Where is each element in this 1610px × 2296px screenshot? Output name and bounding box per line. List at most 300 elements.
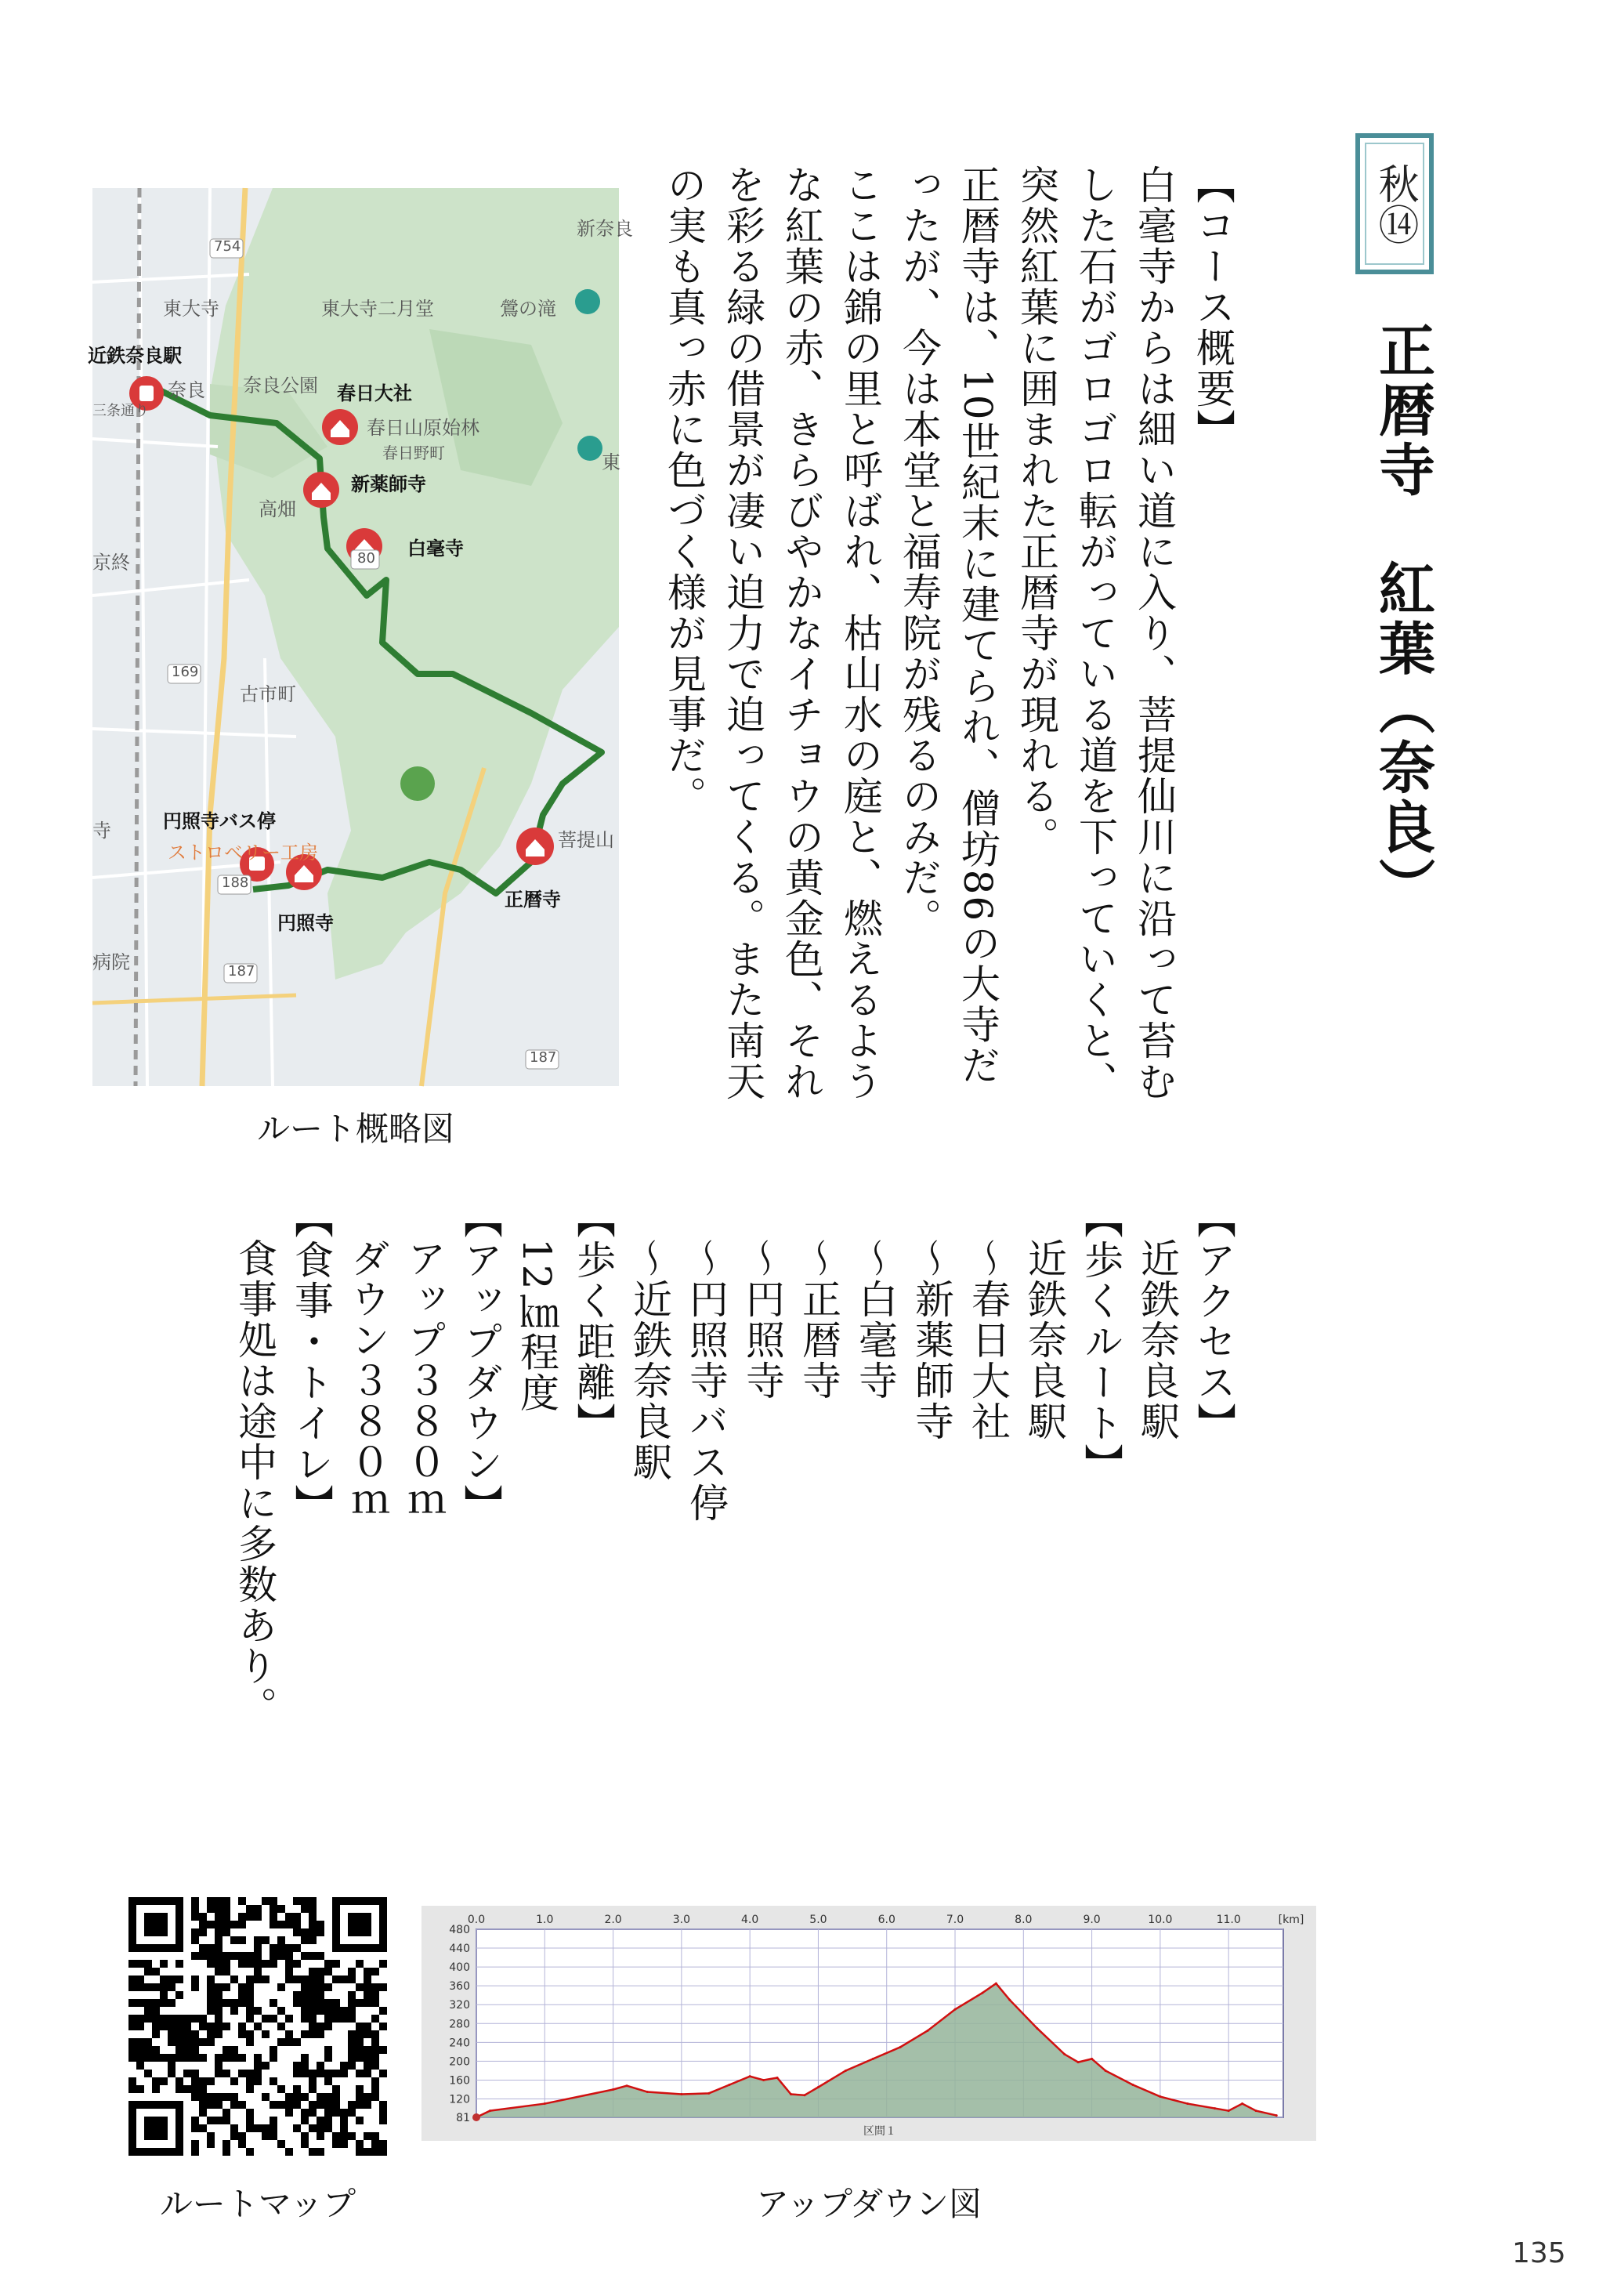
qr-module bbox=[246, 1976, 254, 1983]
label-shinyakushi: 新薬師寺 bbox=[351, 473, 426, 495]
qr-module bbox=[340, 2007, 348, 2015]
qr-module bbox=[309, 1897, 317, 1905]
qr-module bbox=[152, 2015, 160, 2023]
qr-module bbox=[309, 1913, 317, 1921]
qr-module bbox=[152, 2077, 160, 2085]
qr-module bbox=[238, 1991, 246, 1999]
page-title: 正暦寺 紅葉（奈良） bbox=[1369, 321, 1435, 917]
qr-module bbox=[324, 1960, 332, 1968]
map-caption: ルート概略図 bbox=[256, 1110, 454, 1148]
qr-module bbox=[309, 2085, 317, 2093]
elevation-point bbox=[1228, 2109, 1230, 2112]
elevation-point bbox=[927, 2030, 929, 2032]
qr-module bbox=[317, 1921, 324, 1928]
qr-module bbox=[270, 2132, 277, 2140]
qr-module bbox=[191, 2015, 199, 2023]
qr-module bbox=[364, 1991, 371, 1999]
qr-module bbox=[230, 2054, 238, 2062]
qr-module bbox=[191, 2054, 199, 2062]
qr-module bbox=[324, 2101, 332, 2109]
qr-module bbox=[293, 1897, 301, 1905]
qr-module bbox=[301, 2030, 309, 2038]
elevation-point bbox=[626, 2084, 628, 2087]
y-tick-label: 320 bbox=[449, 1999, 470, 2012]
qr-module bbox=[215, 2101, 223, 2109]
qr-module bbox=[277, 2140, 285, 2148]
qr-module bbox=[199, 2015, 207, 2023]
qr-module bbox=[364, 2062, 371, 2070]
qr-module bbox=[317, 1999, 324, 2007]
elevation-point bbox=[845, 2070, 847, 2072]
x-tick-label: 9.0 bbox=[1083, 1914, 1101, 1926]
qr-module bbox=[183, 2054, 191, 2062]
qr-module bbox=[285, 1968, 293, 1976]
distance-value: 12㎞程度 bbox=[514, 1238, 559, 1414]
qr-module bbox=[285, 1921, 293, 1928]
qr-module bbox=[207, 1952, 215, 1960]
qr-module bbox=[379, 2140, 387, 2148]
qr-module bbox=[277, 2038, 285, 2046]
qr-module bbox=[199, 2109, 207, 2117]
route-item: ～正暦寺 bbox=[796, 1238, 841, 1401]
qr-module bbox=[223, 1905, 230, 1913]
qr-module bbox=[262, 2015, 270, 2023]
qr-module bbox=[301, 2062, 309, 2070]
overview-heading: 【コース概要】 bbox=[1190, 165, 1236, 450]
qr-module bbox=[199, 1944, 207, 1952]
qr-module bbox=[270, 1897, 277, 1905]
qr-module bbox=[317, 2117, 324, 2124]
qr-module bbox=[270, 1960, 277, 1968]
qr-module bbox=[277, 1983, 285, 1991]
qr-module bbox=[207, 2132, 215, 2140]
qr-module bbox=[168, 1976, 175, 1983]
elevation-point bbox=[1275, 2114, 1278, 2117]
y-tick-label: 240 bbox=[449, 2037, 470, 2050]
qr-module bbox=[348, 2054, 356, 2062]
qr-module bbox=[254, 1968, 262, 1976]
qr-module bbox=[246, 2015, 254, 2023]
qr-module bbox=[160, 1983, 168, 1991]
qr-module bbox=[238, 2132, 246, 2140]
qr-module bbox=[238, 1936, 246, 1944]
section-label: 区間１ bbox=[863, 2125, 896, 2138]
elevation-point bbox=[646, 2091, 649, 2093]
qr-module bbox=[191, 1983, 199, 1991]
elevation-point bbox=[544, 2102, 546, 2105]
elevation-point bbox=[1255, 2109, 1257, 2112]
qr-module bbox=[309, 1968, 317, 1976]
qr-module bbox=[223, 2109, 230, 2117]
qr-module bbox=[215, 1983, 223, 1991]
qr-module bbox=[136, 2038, 144, 2046]
qr-module bbox=[262, 1936, 270, 1944]
qr-module bbox=[183, 2023, 191, 2030]
qr-module bbox=[301, 2007, 309, 2015]
qr-module bbox=[136, 1983, 144, 1991]
qr-module bbox=[152, 2046, 160, 2054]
map-label-nigatsudo: 東大寺二月堂 bbox=[321, 298, 434, 320]
qr-module bbox=[160, 2015, 168, 2023]
x-tick-label: 3.0 bbox=[672, 1914, 690, 1926]
qr-module bbox=[293, 2038, 301, 2046]
qr-module bbox=[144, 2015, 152, 2023]
qr-module bbox=[223, 1968, 230, 1976]
qr-module bbox=[191, 1928, 199, 1936]
qr-module bbox=[301, 1983, 309, 1991]
qr-module bbox=[301, 1976, 309, 1983]
qr-module bbox=[199, 1913, 207, 1921]
start-marker bbox=[472, 2113, 480, 2121]
meal-heading: 【食事・トイレ】 bbox=[288, 1199, 334, 1525]
qr-module bbox=[317, 2062, 324, 2070]
qr-module bbox=[215, 1921, 223, 1928]
qr-module bbox=[223, 2046, 230, 2054]
elevation-point bbox=[680, 2093, 682, 2095]
qr-module bbox=[285, 2148, 293, 2156]
route-item: ～近鉄奈良駅 bbox=[627, 1238, 672, 1483]
qr-module bbox=[144, 1960, 152, 1968]
qr-module bbox=[199, 2023, 207, 2030]
qr-module bbox=[317, 1968, 324, 1976]
qr-module bbox=[136, 2062, 144, 2070]
qr-module bbox=[364, 2054, 371, 2062]
qr-module bbox=[371, 1968, 379, 1976]
qr-module bbox=[199, 2093, 207, 2101]
qr-module bbox=[191, 2124, 199, 2132]
elevation-point bbox=[1091, 2058, 1093, 2060]
qr-module bbox=[309, 1936, 317, 1944]
label-byakugo: 白毫寺 bbox=[407, 538, 464, 560]
qr-module bbox=[356, 1960, 364, 1968]
qr-module bbox=[317, 2023, 324, 2030]
qr-module bbox=[230, 2077, 238, 2085]
qr-module bbox=[301, 1999, 309, 2007]
qr-module bbox=[348, 1991, 356, 1999]
qr-module bbox=[207, 1905, 215, 1913]
qr-module bbox=[168, 1999, 175, 2007]
qr-module bbox=[128, 2015, 136, 2023]
updown-down: ダウン３８０ｍ bbox=[345, 1238, 390, 1523]
qr-module bbox=[371, 2054, 379, 2062]
qr-module bbox=[285, 1960, 293, 1968]
qr-module bbox=[168, 2062, 175, 2070]
qr-module bbox=[215, 1991, 223, 1999]
qr-module bbox=[332, 2101, 340, 2109]
qr-module bbox=[215, 1936, 223, 1944]
route-item: ～新薬師寺 bbox=[909, 1238, 954, 1442]
qr-module bbox=[309, 2101, 317, 2109]
qr-module bbox=[246, 2148, 254, 2156]
qr-module bbox=[285, 1952, 293, 1960]
qr-module bbox=[207, 2101, 215, 2109]
qr-module bbox=[215, 1999, 223, 2007]
qr-module bbox=[364, 1976, 371, 1983]
qr-module bbox=[230, 2132, 238, 2140]
qr-module bbox=[207, 1983, 215, 1991]
map-label-kasugano: 春日野町 bbox=[382, 444, 445, 462]
course-overview bbox=[654, 165, 1242, 1121]
updown-up: アップ３８０ｍ bbox=[401, 1238, 447, 1523]
qr-module bbox=[262, 1897, 270, 1905]
x-unit-label: [km] bbox=[1278, 1914, 1304, 1926]
qr-module bbox=[199, 2054, 207, 2062]
qr-module bbox=[128, 1960, 136, 1968]
qr-module bbox=[277, 1952, 285, 1960]
qr-module bbox=[309, 1983, 317, 1991]
qr-module bbox=[317, 2007, 324, 2015]
qr-module bbox=[277, 1936, 285, 1944]
qr-module bbox=[136, 2054, 144, 2062]
qr-module bbox=[356, 2030, 364, 2038]
qr-module bbox=[199, 1921, 207, 1928]
qr-module bbox=[246, 2007, 254, 2015]
qr-module bbox=[324, 2023, 332, 2030]
qr-module bbox=[317, 1928, 324, 1936]
qr-module bbox=[223, 1983, 230, 1991]
qr-module bbox=[301, 2070, 309, 2077]
qr-module bbox=[191, 1936, 199, 1944]
qr-module bbox=[152, 2023, 160, 2030]
qr-module bbox=[348, 2046, 356, 2054]
qr-module bbox=[215, 2030, 223, 2038]
qr-module bbox=[238, 2023, 246, 2030]
map-label-furuichi: 古市町 bbox=[240, 683, 296, 705]
qr-module bbox=[230, 2124, 238, 2132]
road-number: 187 bbox=[530, 1049, 557, 1066]
qr-module bbox=[340, 2132, 348, 2140]
qr-module bbox=[270, 1952, 277, 1960]
qr-module bbox=[332, 2093, 340, 2101]
y-tick-label: 440 bbox=[449, 1943, 470, 1956]
qr-module bbox=[277, 1944, 285, 1952]
qr-module bbox=[340, 2015, 348, 2023]
qr-module bbox=[285, 1944, 293, 1952]
qr-module bbox=[230, 1952, 238, 1960]
qr-module bbox=[183, 2085, 191, 2093]
qr-module bbox=[246, 1999, 254, 2007]
x-tick-label: 4.0 bbox=[741, 1914, 759, 1926]
qr-module bbox=[230, 1976, 238, 1983]
qr-module bbox=[168, 2015, 175, 2023]
qr-module bbox=[215, 2093, 223, 2101]
qr-module bbox=[301, 2109, 309, 2117]
x-tick-label: 1.0 bbox=[536, 1914, 554, 1926]
qr-module bbox=[152, 2030, 160, 2038]
qr-module bbox=[128, 1976, 136, 1983]
qr-module bbox=[207, 2140, 215, 2148]
qr-module bbox=[309, 2148, 317, 2156]
qr-module bbox=[254, 1976, 262, 1983]
qr-module bbox=[301, 2054, 309, 2062]
qr-module bbox=[215, 2015, 223, 2023]
qr-module bbox=[262, 2093, 270, 2101]
qr-module bbox=[277, 2101, 285, 2109]
course-info bbox=[226, 1199, 1242, 1794]
qr-module bbox=[183, 2030, 191, 2038]
qr-module bbox=[207, 1921, 215, 1928]
qr-module bbox=[356, 2140, 364, 2148]
qr-module bbox=[223, 2148, 230, 2156]
qr-module bbox=[309, 2015, 317, 2023]
qr-module bbox=[379, 2070, 387, 2077]
qr-module bbox=[309, 2077, 317, 2085]
qr-module bbox=[199, 1928, 207, 1936]
qr-module bbox=[215, 1905, 223, 1913]
qr-module bbox=[191, 2077, 199, 2085]
qr-module bbox=[309, 1952, 317, 1960]
qr-module bbox=[293, 2093, 301, 2101]
qr-module bbox=[254, 2007, 262, 2015]
qr-module bbox=[223, 1999, 230, 2007]
qr-module bbox=[254, 2077, 262, 2085]
qr-module bbox=[332, 1999, 340, 2007]
shinyakushi-pin bbox=[303, 472, 339, 508]
qr-module bbox=[215, 2007, 223, 2015]
qr-module bbox=[379, 2046, 387, 2054]
qr-module bbox=[215, 1952, 223, 1960]
qr-module bbox=[270, 2046, 277, 2054]
qr-module bbox=[324, 2015, 332, 2023]
qr-module bbox=[317, 2132, 324, 2140]
qr-module bbox=[348, 2038, 356, 2046]
qr-module bbox=[293, 2062, 301, 2070]
qr-module bbox=[270, 2077, 277, 2085]
qr-module bbox=[215, 1944, 223, 1952]
map-label-bodai: 菩提山 bbox=[558, 829, 614, 851]
elevation-point bbox=[728, 2084, 730, 2086]
qr-module bbox=[215, 2054, 223, 2062]
qr-module bbox=[348, 2062, 356, 2070]
qr-module bbox=[152, 2085, 160, 2093]
elevation-point bbox=[899, 2046, 902, 2048]
qr-module bbox=[144, 2007, 152, 2015]
qr-module bbox=[356, 2054, 364, 2062]
route-item: ～春日大社 bbox=[965, 1238, 1011, 1442]
qr-module bbox=[168, 1983, 175, 1991]
qr-module bbox=[270, 1905, 277, 1913]
qr-module bbox=[371, 1983, 379, 1991]
qr-module bbox=[356, 2046, 364, 2054]
qr-module bbox=[356, 2117, 364, 2124]
qr-module bbox=[332, 2015, 340, 2023]
qr-module bbox=[348, 1999, 356, 2007]
qr-module bbox=[371, 2148, 379, 2156]
qr-module bbox=[199, 1952, 207, 1960]
qr-module bbox=[309, 2124, 317, 2132]
qr-module bbox=[160, 2054, 168, 2062]
qr-module bbox=[293, 1960, 301, 1968]
qr-module bbox=[285, 2109, 293, 2117]
elevation-point bbox=[981, 1992, 983, 1994]
qr-module bbox=[324, 2046, 332, 2054]
qr-module bbox=[270, 2054, 277, 2062]
qr-module bbox=[128, 2023, 136, 2030]
qr-module bbox=[324, 1968, 332, 1976]
qr-module bbox=[277, 1905, 285, 1913]
qr-module bbox=[191, 1952, 199, 1960]
qr-module bbox=[371, 2140, 379, 2148]
qr-module bbox=[301, 2117, 309, 2124]
qr-module bbox=[136, 2085, 144, 2093]
elevation-point bbox=[872, 2058, 874, 2060]
qr-module bbox=[128, 2054, 136, 2062]
qr-module bbox=[270, 2101, 277, 2109]
elevation-point bbox=[1036, 2027, 1038, 2030]
qr-module bbox=[317, 1983, 324, 1991]
qr-module bbox=[223, 2054, 230, 2062]
map-label-newnara: 新奈良 bbox=[577, 218, 633, 240]
qr-module bbox=[379, 2117, 387, 2124]
qr-module bbox=[348, 2101, 356, 2109]
qr-module bbox=[144, 2046, 152, 2054]
qr-module bbox=[128, 2038, 136, 2046]
qr-module bbox=[175, 1991, 183, 1999]
qr-module bbox=[230, 2007, 238, 2015]
road-number: 188 bbox=[222, 875, 249, 891]
qr-module bbox=[371, 2132, 379, 2140]
qr-module bbox=[191, 1913, 199, 1921]
qr-module bbox=[270, 2124, 277, 2132]
elevation-point bbox=[954, 2008, 957, 2011]
elevation-point bbox=[1077, 2061, 1080, 2063]
qr-module bbox=[160, 2023, 168, 2030]
qr-module bbox=[175, 1960, 183, 1968]
qr-graphic bbox=[116, 1885, 400, 2168]
elevation-point bbox=[1241, 2102, 1243, 2105]
qr-module bbox=[301, 2132, 309, 2140]
qr-module bbox=[293, 2124, 301, 2132]
qr-module bbox=[207, 1960, 215, 1968]
qr-module bbox=[136, 1999, 144, 2007]
qr-module bbox=[332, 1976, 340, 1983]
qr-module bbox=[175, 2046, 183, 2054]
updown-heading: 【アップダウン】 bbox=[458, 1199, 503, 1525]
qr-module bbox=[332, 2132, 340, 2140]
qr-module bbox=[215, 1897, 223, 1905]
qr-module bbox=[285, 2101, 293, 2109]
qr-module bbox=[309, 1999, 317, 2007]
distance-heading: 【歩く距離】 bbox=[570, 1199, 616, 1443]
qr-module bbox=[144, 2038, 152, 2046]
qr-module bbox=[246, 2109, 254, 2117]
qr-module bbox=[254, 1960, 262, 1968]
elevation-chart bbox=[421, 1906, 1316, 2141]
qr-module bbox=[207, 2023, 215, 2030]
qr-module bbox=[183, 2038, 191, 2046]
qr-module bbox=[277, 2085, 285, 2093]
elevation-caption: アップダウン図 bbox=[755, 2185, 982, 2223]
qr-module bbox=[144, 1983, 152, 1991]
elevation-point bbox=[790, 2093, 792, 2095]
qr-module bbox=[340, 2117, 348, 2124]
qr-module bbox=[364, 2070, 371, 2077]
qr-module bbox=[364, 2030, 371, 2038]
qr-module bbox=[364, 2023, 371, 2030]
qr-module bbox=[379, 2101, 387, 2109]
map-graphic bbox=[92, 188, 619, 1086]
qr-module bbox=[199, 2077, 207, 2085]
y-tick-label: 81 bbox=[456, 2112, 470, 2124]
qr-module bbox=[246, 2070, 254, 2077]
y-tick-label: 400 bbox=[449, 1961, 470, 1975]
route-map-qr-code[interactable] bbox=[116, 1885, 400, 2168]
elevation-point bbox=[803, 2094, 805, 2096]
qr-module bbox=[246, 1960, 254, 1968]
qr-module bbox=[371, 2062, 379, 2070]
qr-module bbox=[246, 1905, 254, 1913]
route-item: ～円照寺 bbox=[740, 1238, 785, 1401]
